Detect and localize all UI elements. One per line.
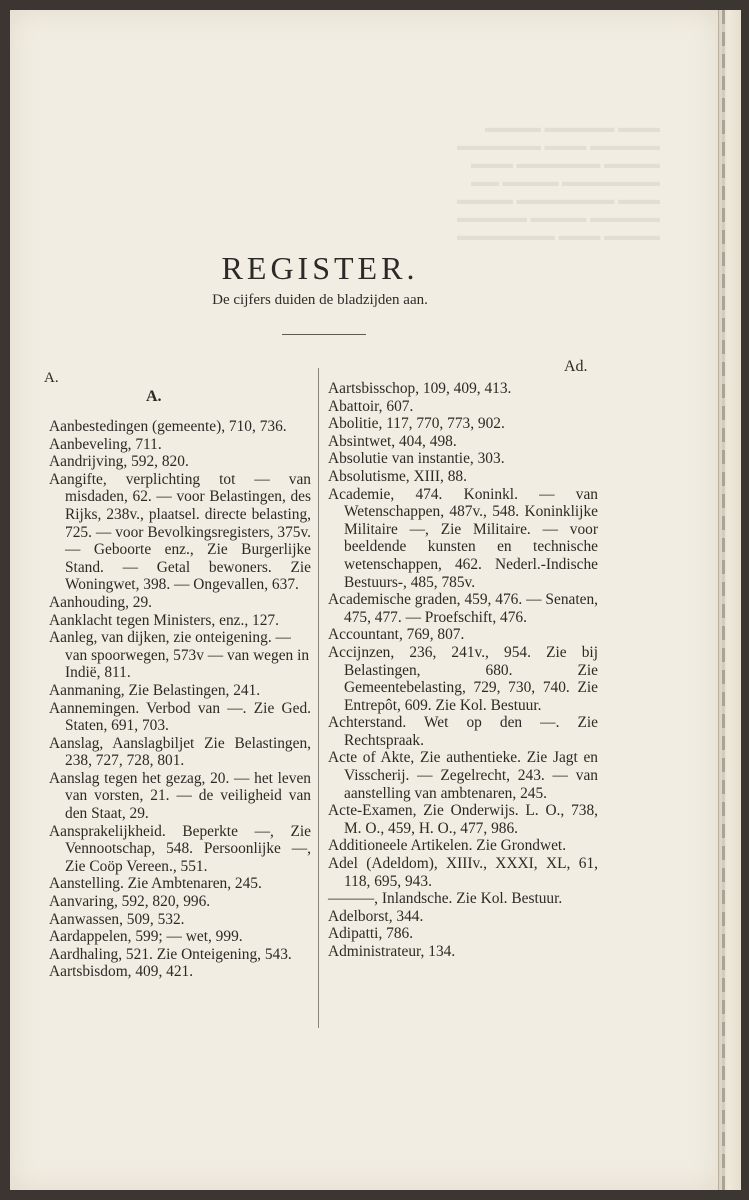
index-entry: Adel (Adeldom), XIIIv., XXXI, XL, 61, 118, 695, 943.: [328, 855, 598, 890]
right-column: [328, 380, 598, 961]
index-entry: Abattoir, 607.: [328, 397, 414, 415]
index-entry: Aandrijving, 592, 820.: [49, 453, 189, 471]
index-entry: Aanbestedingen (gemeente), 710, 736.: [49, 418, 287, 435]
index-entry: Aanwassen, 509, 532.: [49, 910, 185, 928]
index-entry: Aanleg, van dijken, zie onteigening. — van spoorwegen, 573v — van wegen in Indië, 811.: [49, 629, 310, 682]
title-divider: [282, 334, 366, 335]
index-entry: Accountant, 769, 807.: [328, 626, 465, 644]
page-subtitle: De cijfers duiden de bladzijden aan.: [212, 292, 428, 308]
index-entry: Absolutie van instantie, 303.: [328, 450, 505, 468]
index-entry: Aanslag, Aanslagbiljet Zie Belastingen, 238, 727, 728, 801.: [49, 734, 311, 770]
index-entry: Acte of Akte, Zie authentieke. Zie Jagt en Visscherij. — Zegelrecht, 243. — van aanstelling van ambtenaren, 245.: [328, 749, 598, 802]
column-divider: [318, 368, 319, 1028]
index-entry: Aanvaring, 592, 820, 996.: [49, 893, 211, 911]
index-entry: Adelborst, 344.: [328, 907, 424, 925]
index-entry: Acte-Examen, Zie Onderwijs. L. O., 738, M. O., 459, H. O., 477, 986.: [328, 802, 598, 837]
index-entry: Academie, 474. Koninkl. — van Wetenschappen, 487v., 548. Koninklijke Militaire —, Zie Militaire. — voor beeldende kunsten en technische wetenschappen, 462. Nederl.-Indische Bestuurs-, 485, 785v.: [328, 485, 598, 591]
section-heading-right: Ad.: [564, 358, 588, 375]
index-entry: Aangifte, verplichting tot — van misdaden, 62. — voor Belastingen, des Rijks, 238v., plaatsel. directe belasting, 725. — voor Bevolkingsregisters, 375v. — Geboorte enz., Zie Burgerlijke Stand. — Getal bewoners. Zie Woningwet, 398. — Ongevallen, 637.: [49, 470, 311, 594]
index-entry: Academische graden, 459, 476. — Senaten, 475, 477. — Proefschift, 476.: [328, 591, 598, 626]
margin-letter: A.: [44, 370, 59, 386]
page-title: REGISTER.: [221, 250, 419, 286]
index-entry: Aardappelen, 599; — wet, 999.: [49, 928, 243, 946]
index-entry: Aartsbisdom, 409, 421.: [49, 963, 194, 981]
index-entry: Aanbeveling, 711.: [49, 435, 162, 453]
index-entry: Aannemingen. Verbod van —. Zie Ged. Staten, 691, 703.: [49, 699, 311, 735]
index-entry: Absolutisme, XIII, 88.: [328, 467, 467, 485]
left-column: [49, 418, 311, 981]
section-heading-left: A.: [146, 388, 162, 405]
index-entry: Administrateur, 134.: [328, 943, 456, 960]
show-through-text: ▬▬▬ ▬▬▬▬▬ ▬▬▬▬ ▬▬▬▬▬ ▬▬▬ ▬▬▬▬▬▬ ▬▬▬▬ ▬▬▬▬▬▬ ▬▬▬ ▬▬▬▬▬▬▬ ▬▬▬▬ ▬▬ ▬▬▬ ▬▬▬▬▬▬▬ ▬▬▬▬ ▬▬▬▬▬ ▬▬▬▬ ▬▬▬▬▬ ▬▬▬▬ ▬▬▬ ▬▬▬▬▬▬▬: [457, 121, 660, 244]
index-entry: Adipatti, 786.: [328, 925, 414, 943]
index-entry: Aanhouding, 29.: [49, 593, 153, 611]
index-entry: Aardhaling, 521. Zie Onteigening, 543.: [49, 945, 292, 963]
index-entry: Achterstand. Wet op den —. Zie Rechtspraak.: [328, 714, 598, 749]
index-entry: ———, Inlandsche. Zie Kol. Bestuur.: [328, 890, 563, 908]
index-entry: Aartsbisschop, 109, 409, 413.: [328, 380, 512, 397]
index-entry: Aanstelling. Zie Ambtenaren, 245.: [49, 875, 262, 893]
index-entry: Absintwet, 404, 498.: [328, 432, 457, 450]
index-entry: Aanklacht tegen Ministers, enz., 127.: [49, 611, 279, 629]
index-entry: Additioneele Artikelen. Zie Grondwet.: [328, 837, 567, 855]
index-entry: Aansprakelijkheid. Beperkte —, Zie Vennootschap, 548. Persoonlijke —, Zie Coöp Vereen., 551.: [49, 822, 311, 875]
index-entry: Abolitie, 117, 770, 773, 902.: [328, 415, 505, 433]
index-entry: Accijnzen, 236, 241v., 954. Zie bij Belastingen, 680. Zie Gemeentebelasting, 729, 730, 740. Zie Entrepôt, 609. Zie Kol. Bestuur.: [328, 643, 598, 714]
index-entry: Aanslag tegen het gezag, 20. — het leven van vorsten, 21. — de veiligheid van den Staat, 29.: [49, 769, 311, 823]
index-entry: Aanmaning, Zie Belastingen, 241.: [49, 681, 261, 699]
binding-strip: [722, 10, 725, 1190]
